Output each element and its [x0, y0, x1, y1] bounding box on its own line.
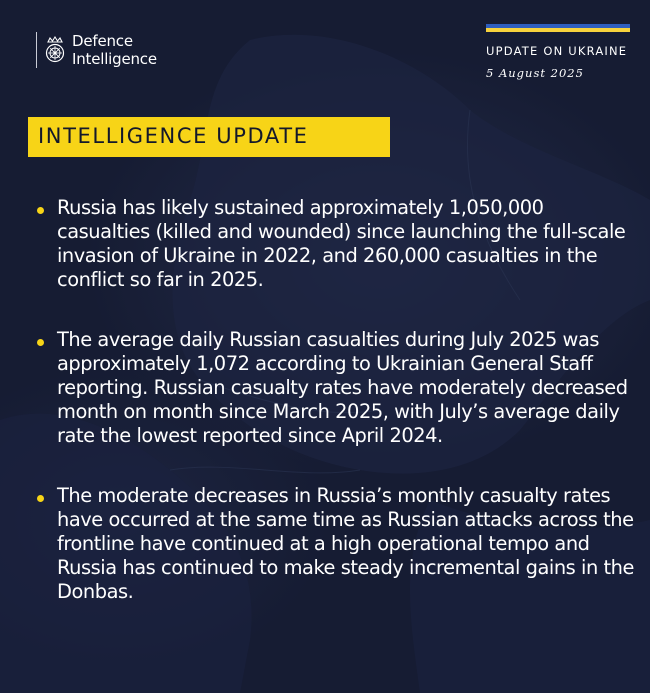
logo-text-defence: Defence — [72, 32, 133, 50]
bullet-text: The average daily Russian casualties during July 2025 was approximately 1,072 according to Ukrainian General Staff reporting. Russian casualty rates have moderately decreased month on month since March 2025, with July’s average daily rate the lowest reported since April 2024. — [57, 328, 628, 447]
update-title: UPDATE ON UKRAINE — [486, 44, 628, 58]
list-item — [36, 328, 636, 448]
logo-text-intelligence: Intelligence — [72, 50, 157, 68]
update-date: 5 August 2025 — [486, 66, 584, 80]
bullet-dot-icon — [37, 495, 44, 502]
intelligence-update-banner — [28, 117, 390, 157]
ukraine-flag-bar — [486, 24, 630, 32]
bullet-text: The moderate decreases in Russia’s monthly casualty rates have occurred at the same time as Russian attacks across the frontline have continued at a high operational tempo and Russia has continued to make steady incremental gains in the Donbas. — [57, 484, 635, 603]
list-item — [36, 484, 636, 604]
bullet-list — [36, 196, 636, 640]
bullet-dot-icon — [37, 339, 44, 346]
bullet-text: Russia has likely sustained approximately 1,050,000 casualties (killed and wounded) since launching the full-scale invasion of Ukraine in 2022, and 260,000 casualties in the conflict so far in 2025. — [57, 196, 626, 291]
bullet-dot-icon — [37, 207, 44, 214]
flag-yellow-stripe — [486, 28, 630, 32]
crest-icon — [43, 35, 67, 65]
banner-label: INTELLIGENCE UPDATE — [38, 124, 309, 148]
list-item — [36, 196, 636, 292]
logo-divider — [36, 32, 37, 68]
defence-intelligence-logo — [36, 30, 157, 70]
